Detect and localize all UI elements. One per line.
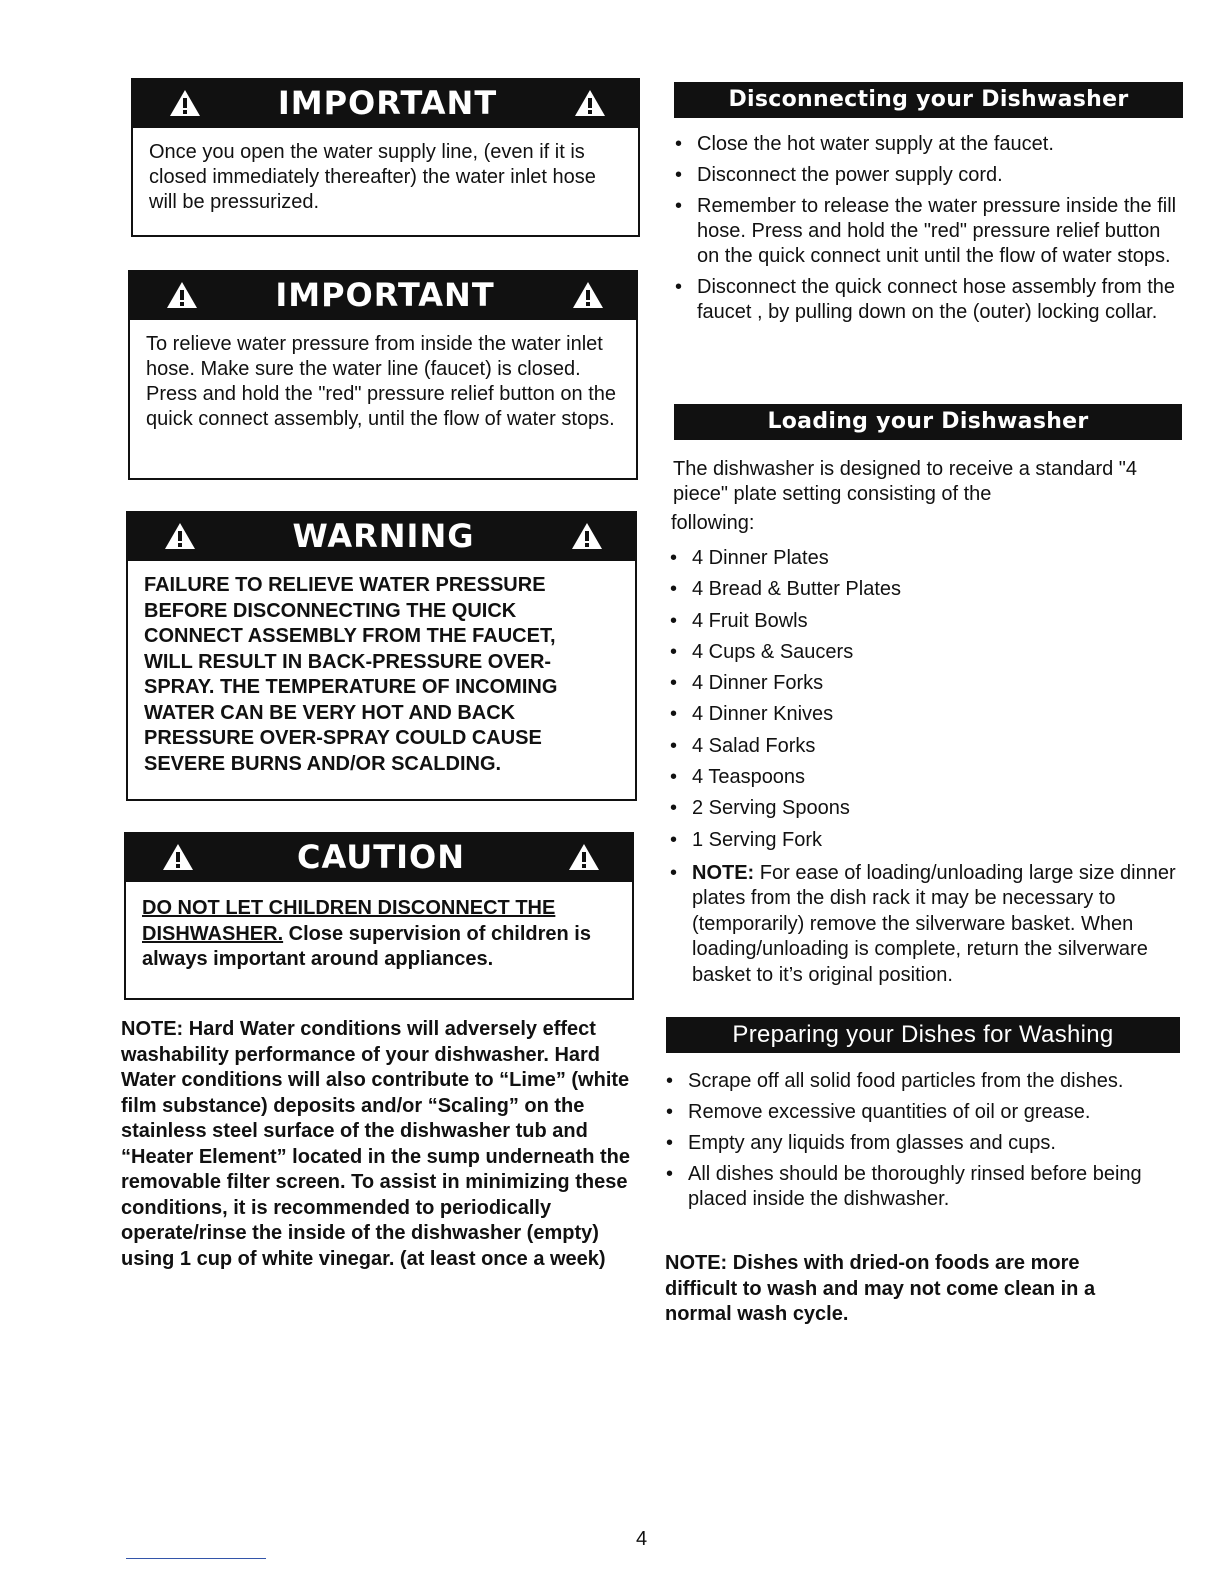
warning-title: WARNING: [292, 517, 475, 555]
loading-note-item: [668, 861, 1183, 989]
warning-triangle-icon: [164, 522, 196, 550]
list-item: • 1 Serving Fork: [668, 825, 1183, 856]
important-title-1: IMPORTANT: [277, 84, 498, 122]
warning-triangle-icon: [162, 843, 194, 871]
important-box-2: [128, 270, 638, 480]
loading-intro: The dishwasher is designed to receive a standard "4 piece" plate setting consisting of the: [673, 458, 1138, 505]
list-item: • Disconnect the quick connect hose assembly from the faucet , by pulling down on the (outer) locking collar.: [673, 275, 1183, 325]
important-body-1: Once you open the water supply line, (even if it is closed immediately thereafter) the water inlet hose will be pressurized.: [149, 141, 596, 213]
list-item: • 4 Fruit Bowls: [668, 606, 1183, 637]
preparing-list: [664, 1069, 1183, 1212]
page-number: 4: [636, 1528, 648, 1550]
loading-note-text: For ease of loading/unloading large size dinner plates from the dish rack it may be necessary to (temporarily) remove the silverware basket. When loading/unloading is complete, return the silverware basket to it’s original position.: [692, 861, 1176, 986]
loading-note-label: NOTE:: [692, 861, 755, 884]
caution-underlined-text: DO NOT LET CHILDREN DISCONNECT THE DISHWASHER.: [142, 897, 556, 945]
warning-box: [126, 511, 637, 801]
loading-list: [668, 543, 1183, 988]
caution-body: [126, 882, 632, 987]
warning-triangle-icon: [571, 522, 603, 550]
warning-body: FAILURE TO RELIEVE WATER PRESSURE BEFORE DISCONNECTING THE QUICK CONNECT ASSEMBLY FROM THE FAUCET, WILL RESULT IN BACK-PRESSURE OVER-SPRAY. THE TEMPERATURE OF INCOMING WATER CAN BE VERY HOT AND BACK PRESSURE OVER-SPRAY COULD CAUSE SEVERE BURNS AND/OR SCALDING.: [144, 574, 558, 775]
important-box-1: [131, 78, 640, 237]
warning-triangle-icon: [572, 281, 604, 309]
important-header-2: [128, 270, 638, 320]
preparing-header: Preparing your Dishes for Washing: [666, 1017, 1180, 1053]
list-item: • 2 Serving Spoons: [668, 793, 1183, 824]
list-item: • Remove excessive quantities of oil or grease.: [664, 1100, 1183, 1125]
list-item: • 4 Cups & Saucers: [668, 637, 1183, 668]
warning-triangle-icon: [574, 89, 606, 117]
important-body-2: To relieve water pressure from inside the water inlet hose. Make sure the water line (faucet) is closed. Press and hold the "red" pressure relief button on the quick connect assembly, until the flow of water stops.: [146, 333, 617, 430]
list-item: • 4 Dinner Forks: [668, 668, 1183, 699]
footer-rule: [126, 1558, 266, 1559]
list-item: • 4 Bread & Butter Plates: [668, 574, 1183, 605]
important-title-2: IMPORTANT: [275, 276, 495, 314]
list-item: • 4 Dinner Plates: [668, 543, 1183, 574]
list-item: • 4 Dinner Knives: [668, 699, 1183, 730]
list-item: • All dishes should be thoroughly rinsed before being placed inside the dishwasher.: [664, 1162, 1183, 1212]
caution-header: [124, 832, 634, 882]
list-item: • Empty any liquids from glasses and cups.: [664, 1131, 1183, 1156]
warning-triangle-icon: [568, 843, 600, 871]
hard-water-note: NOTE: Hard Water conditions will adversely effect washability performance of your dishwasher. Hard Water conditions will also contribute to “Lime” (white film substance) deposits and/or “Scaling” on the stainless steel surface of the dishwasher tub and “Heater Element” located in the sump underneath the removable filter screen. To assist in minimizing these conditions, it is recommended to periodically operate/rinse the inside of the dishwasher (empty) using 1 cup of white vinegar. (at least once a week): [121, 1018, 630, 1270]
list-item: • Close the hot water supply at the faucet.: [673, 132, 1183, 157]
list-item: • 4 Teaspoons: [668, 762, 1183, 793]
disconnecting-header: Disconnecting your Dishwasher: [674, 82, 1183, 118]
warning-triangle-icon: [166, 281, 198, 309]
disconnecting-list: [673, 132, 1183, 325]
warning-header: [126, 511, 637, 561]
list-item: • Remember to release the water pressure inside the fill hose. Press and hold the "red" pressure relief button on the quick connect unit until the flow of water stops.: [673, 194, 1183, 269]
important-header-1: [131, 78, 640, 128]
warning-triangle-icon: [169, 89, 201, 117]
list-item: • Disconnect the power supply cord.: [673, 163, 1183, 188]
list-item: • Scrape off all solid food particles from the dishes.: [664, 1069, 1183, 1094]
loading-header: Loading your Dishwasher: [674, 404, 1182, 440]
loading-intro-following: following:: [671, 512, 755, 534]
caution-text: Close supervision of children is always important around appliances.: [142, 922, 591, 970]
preparing-note: NOTE: Dishes with dried-on foods are more difficult to wash and may not come clean in a normal wash cycle.: [665, 1252, 1096, 1325]
list-item: • 4 Salad Forks: [668, 731, 1183, 762]
caution-title: CAUTION: [297, 838, 465, 876]
caution-box: [124, 832, 634, 1000]
